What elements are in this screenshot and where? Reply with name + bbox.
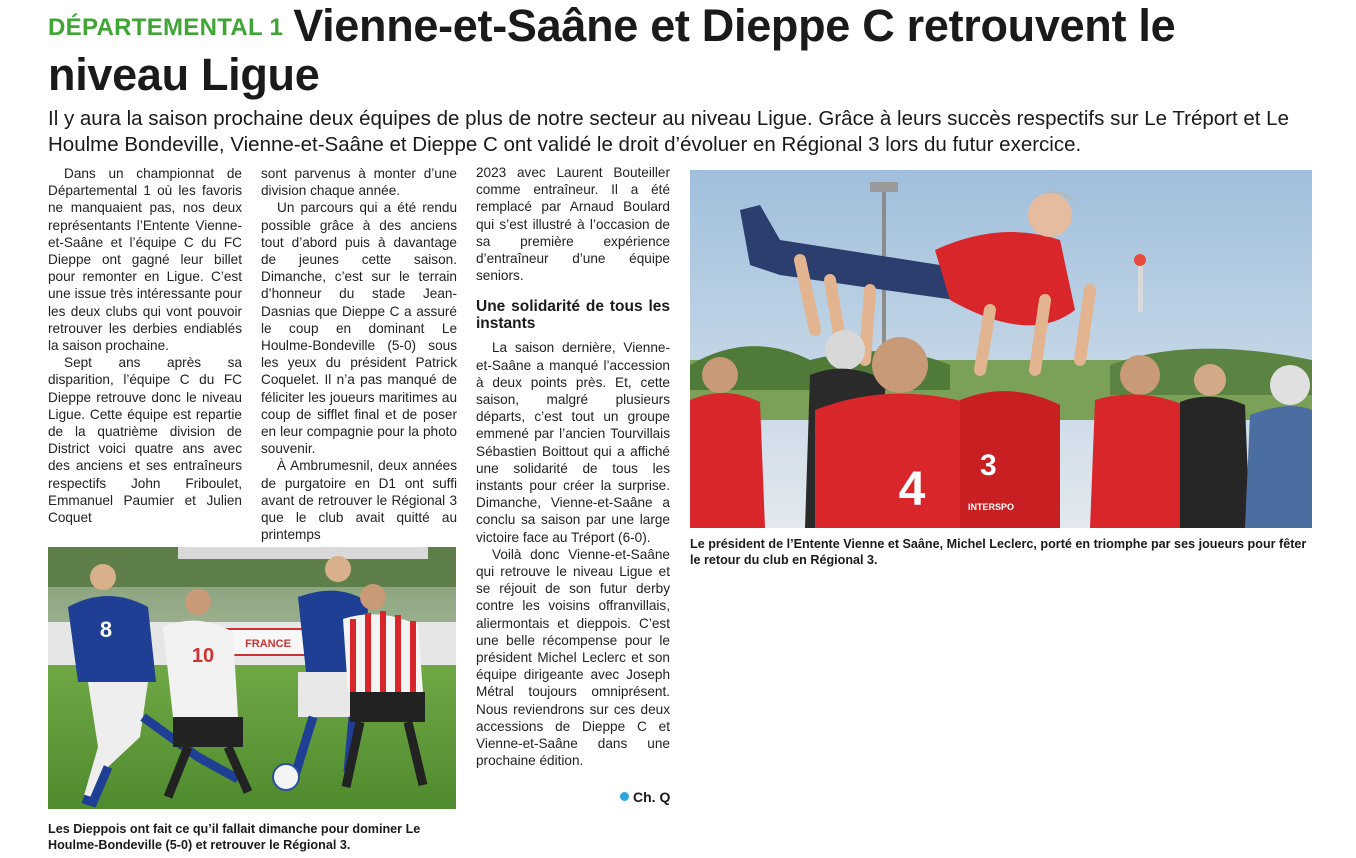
paragraph-2-part-1: Sept ans après sa disparition, l’équipe C du FC Dieppe retrouve donc le niveau Ligue. Cette équipe est repartie de la quatrième division de District voici quatre ans avec des anciens et ses entraîneurs respectifs John Friboulet, Emmanuel Paumier et Julien Coquet [48, 355, 242, 526]
celebration-photo [690, 170, 1312, 528]
article-lead: Il y aura la saison prochaine deux équipes de plus de notre secteur au niveau Ligue. Grâce à leurs succès respectifs sur Le Tréport et Le Houlme Bondeville, Vienne-et-Saâne et Dieppe C ont validé le droit d’évoluer en Régional 3 lors du futur exercice. [48, 107, 1289, 156]
text-column-1 [48, 165, 242, 526]
paragraph-4-part-2: 2023 avec Laurent Bouteiller comme entraîneur. Il a été remplacé par Arnaud Boulard qui s’est illustré à l’occasion de sa première expérience d’entraîneur d’une équipe seniors. [476, 165, 670, 284]
paragraph-1: Dans un championnat de Départemental 1 où les favoris ne manquaient pas, nos deux représentants l’Entente Vienne-et-Saâne et l’équipe C du FC Dieppe ont gagné leur billet pour remonter en Ligue. C’est une issue très intéressante pour les deux clubs qui vont pouvoir retrouver les derbies endiablés la saison prochaine. [48, 166, 242, 354]
board-sign-text: FRANCE [245, 638, 291, 650]
jersey-number-10: 10 [191, 645, 215, 667]
text-column-2 [261, 165, 457, 543]
subhead: Une solidarité de tous les instants [476, 298, 670, 333]
paragraph-3: Un parcours qui a été rendu possible grâce à des anciens tout d’abord puis à davantage de jeunes cette saison. Dimanche, c’est sur le terrain d’honneur du stade Jean-Dasnias que Dieppe C a assuré le coup en dominant Le Houlme-Bondeville (5-0) sous les yeux du président Patrick Coquelet. Il n’a pas manqué de féliciter les joueurs maritimes au coup de sifflet final et de poser en leur compagnie pour la photo souvenir. [261, 200, 457, 457]
player-number-3 [960, 391, 1060, 528]
signature-text: Ch. Q [633, 789, 671, 805]
headline [48, 2, 1328, 98]
shirt-sponsor-text: INTERSPO [968, 502, 1015, 512]
paragraph-6: Voilà donc Vienne-et-Saâne qui retrouve le niveau Ligue et se réjouit de son futur derby contre les voisins offranvillais, aliermontais et dieppois. C’est une belle récompense pour le président Michel Leclerc et son équipe dirigeante avec Joseph Métral toujours omniprésent. Nous reviendrons sur ces deux accessions de Dieppe C et Vienne-et-Saâne dans une prochaine édition. [476, 546, 670, 769]
paragraph-5: La saison dernière, Vienne-et-Saâne a manqué l’accession à deux points près. Et, cette saison, malgré plusieurs départs, c’est tout un groupe emmené par l’ancien Tourvillais Sébastien Boittout qui a affiché une solidarité de tous les instants pour créer la surprise. Dimanche, Vienne-et-Saâne a conclu sa saison par une large victoire face au Tréport (6-0). [476, 340, 670, 545]
text-column-3 [476, 164, 670, 770]
jersey-number-4: 4 [898, 463, 926, 516]
match-photo-illustration [48, 547, 456, 809]
bullet-dot-icon [620, 792, 629, 801]
match-photo-caption: Les Dieppois ont fait ce qu’il fallait dimanche pour dominer Le Houlme-Bondeville (5-0) et retrouver le Régional 3. [48, 822, 421, 852]
celebration-photo-caption: Le président de l’Entente Vienne et Saâne, Michel Leclerc, porté en triomphe par ses joueurs pour fêter le retour du club en Régional 3. [690, 537, 1307, 567]
jersey-number-3: 3 [980, 449, 997, 482]
article-title: Vienne-et-Saâne et Dieppe C retrouvent le niveau Ligue [48, 0, 1176, 100]
match-photo [48, 547, 456, 809]
section-rubric: DÉPARTEMENTAL 1 [48, 14, 284, 41]
paragraph-2-part-2: sont parvenus à monter d’une division chaque année. [261, 166, 457, 199]
ball-icon [273, 764, 299, 790]
author-signature [620, 789, 670, 805]
paragraph-4-part-1: À Ambrumesnil, deux années de purgatoire en D1 ont suffi avant de retrouver le Régional 3 que le club avait quitté au printemps [261, 458, 457, 543]
celebration-photo-illustration [690, 170, 1312, 528]
jersey-number-8: 8 [99, 617, 113, 642]
